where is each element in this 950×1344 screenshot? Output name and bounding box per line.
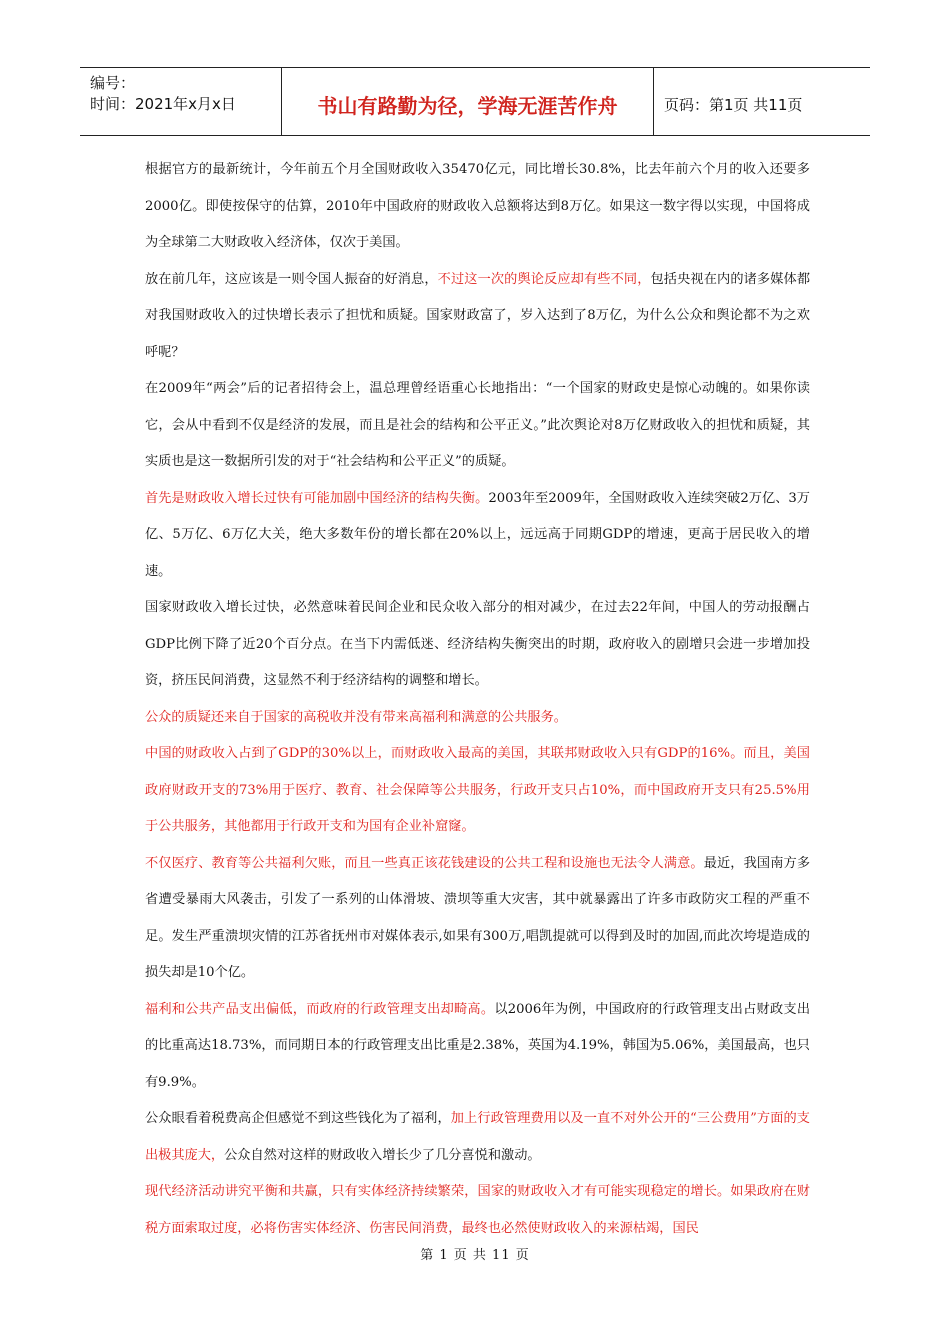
body-text: 2003年至2009年，全国财政收入连续突破2万亿、3万亿、5万亿、6万亿大关，绝大多数年份的增长都在20%以上，远远高于同期GDP的增速，更高于居民收入的增速。 xyxy=(145,490,810,579)
highlighted-text: 中国的财政收入占到了GDP的30%以上，而财政收入最高的美国，其联邦财政收入只有GDP的16%。而且，美国政府财政开支的73%用于医疗、教育、社会保障等公共服务，行政开支只占10%，而中国政府开支只有25.5%用于公共服务，其他都用于行政开支和为国有企业补窟窿。 xyxy=(145,746,810,834)
body-text: 在2009年“两会”后的记者招待会上，温总理曾经语重心长地指出：“一个国家的财政史是惊心动魄的。如果你读它，会从中看到不仅是经济的发展，而且是社会的结构和公平正义。”此次舆论对8万亿财政收入的担忧和质疑，其实质也是这一数据所引发的对于“社会结构和公平正义”的质疑。 xyxy=(145,381,810,469)
page-footer: 第 1 页 共 11 页 xyxy=(420,1248,530,1263)
body-paragraph xyxy=(145,992,810,1102)
document-time-label: 时间：2021年x月x日 xyxy=(90,95,236,113)
highlighted-text: 福利和公共产品支出偏低，而政府的行政管理支出却畸高。 xyxy=(145,1001,495,1017)
body-paragraph xyxy=(145,1174,810,1247)
body-paragraph xyxy=(145,700,810,737)
body-paragraph xyxy=(145,590,810,700)
body-text: 最近，我国南方多省遭受暴雨大风袭击，引发了一系列的山体滑坡、溃坝等重大灾害，其中就暴露出了许多市政防灾工程的严重不足。发生严重溃坝灾情的江苏省抚州市对媒体表示,如果有300万,唱凯提就可以得到及时的加固,而此次垮堤造成的损失却是10个亿。 xyxy=(145,855,811,980)
body-text: 国家财政收入增长过快，必然意味着民间企业和民众收入部分的相对减少，在过去22年间，中国人的劳动报酬占GDP比例下降了近20个百分点。在当下内需低迷、经济结构失衡突出的时期，政府收入的剧增只会进一步增加投资，挤压民间消费，这显然不利于经济结构的调整和增长。 xyxy=(145,600,810,688)
body-paragraph xyxy=(145,481,810,591)
document-number-label: 编号： xyxy=(90,74,136,92)
highlighted-text: 不过这一次的舆论反应却有些不同， xyxy=(437,271,651,287)
highlighted-text: 公众的质疑还来自于国家的高税收并没有带来高福利和满意的公共服务。 xyxy=(145,709,567,725)
body-paragraph xyxy=(145,846,810,992)
body-text: 公众眼看着税费高企但感觉不到这些钱化为了福利， xyxy=(145,1111,451,1126)
highlighted-text: 不仅医疗、教育等公共福利欠账，而且一些真正该花钱建设的公共工程和设施也无法令人满意。 xyxy=(145,855,704,871)
body-text: 包括央视在内的诸多媒体都对我国财政收入的过快增长表示了担忧和质疑。国家财政富了，岁入达到了8万亿，为什么公众和舆论都不为之欢呼呢？ xyxy=(145,271,811,360)
body-paragraph xyxy=(145,1101,810,1174)
body-text: 放在前几年，这应该是一则令国人振奋的好消息， xyxy=(145,271,438,287)
highlighted-text: 现代经济活动讲究平衡和共赢，只有实体经济持续繁荣，国家的财政收入才有可能实现稳定的增长。如果政府在财税方面索取过度，必将伤害实体经济、伤害民间消费，最终也必然使财政收入的来源枯竭，国民 xyxy=(145,1184,810,1236)
page-header xyxy=(80,67,870,136)
header-page-info: 页码：第1页 共11页 xyxy=(664,96,803,114)
document-body xyxy=(145,152,810,1247)
highlighted-text: 加上行政管理费用以及一直不对外公开的“三公费用”方面的支出极其庞大， xyxy=(145,1111,810,1163)
body-text: 公众自然对这样的财政收入增长少了几分喜悦和激动。 xyxy=(224,1147,541,1163)
body-paragraph xyxy=(145,371,810,481)
body-paragraph xyxy=(145,736,810,846)
body-text: 根据官方的最新统计，今年前五个月全国财政收入35470亿元，同比增长30.8%，比去年前六个月的收入还要多2000亿。即使按保守的估算，2010年中国政府的财政收入总额将达到8万亿。如果这一数字得以实现，中国将成为全球第二大财政收入经济体，仅次于美国。 xyxy=(145,162,810,250)
body-paragraph xyxy=(145,152,810,262)
header-motto: 书山有路勤为径，学海无涯苦作舟 xyxy=(282,68,654,135)
body-paragraph xyxy=(145,262,810,372)
header-meta xyxy=(80,68,282,135)
body-text: 以2006年为例，中国政府的行政管理支出占财政支出的比重高达18.73%，而同期日本的行政管理支出比重是2.38%，英国为4.19%，韩国为5.06%，美国最高，也只有9.9%。 xyxy=(145,1001,811,1090)
highlighted-text: 首先是财政收入增长过快有可能加剧中国经济的结构失衡。 xyxy=(145,490,489,506)
